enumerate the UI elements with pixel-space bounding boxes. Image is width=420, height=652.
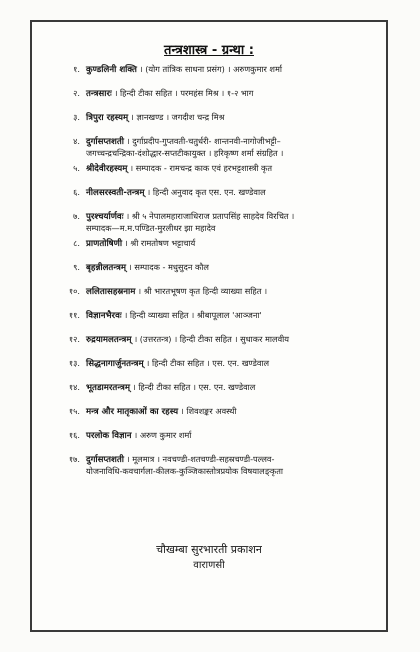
item-body <box>86 454 380 477</box>
item-title: दुर्गासप्तशती <box>86 137 124 147</box>
item-title: तन्त्रसारः <box>86 89 112 99</box>
list-item <box>46 430 380 451</box>
publisher-city: वाराणसी <box>193 560 225 571</box>
item-title: रुद्रयामलतन्त्रम् <box>86 335 132 345</box>
item-number: ६. <box>73 187 80 197</box>
item-number: ८. <box>73 238 80 248</box>
item-title: त्रिपुरा रहस्यम् <box>86 113 129 123</box>
list-item <box>46 187 380 208</box>
item-details: । (योग तांत्रिक साधना प्रसंग) । अरुणकुमार शर्मा <box>139 64 282 74</box>
item-number: २. <box>73 88 80 98</box>
page-title: तन्त्रशास्त्र - ग्रन्था : <box>164 43 254 58</box>
item-title: परलोक विज्ञान <box>86 431 132 441</box>
item-details: । हिन्दी अनुवाद कृत एस. एन. खण्डेवाल <box>147 187 266 197</box>
item-body <box>86 163 380 175</box>
item-body <box>86 64 380 76</box>
item-title: भूतडामरतन्त्रम् <box>86 383 130 393</box>
item-body <box>86 430 380 442</box>
item-title: पुरश्चर्यार्णवः <box>86 212 124 222</box>
item-title: दुर्गासप्तशती <box>86 455 124 465</box>
list-item <box>46 211 380 234</box>
list-item <box>46 238 380 259</box>
item-details: । हिन्दी व्याख्या सहित । श्रीबापूलाल 'आञ्जना' <box>124 310 262 320</box>
item-number: १५. <box>68 406 80 416</box>
item-number: ५. <box>73 163 80 173</box>
list-item <box>46 136 380 159</box>
book-list <box>46 64 380 481</box>
item-body <box>86 187 380 199</box>
item-details: । सम्पादक - मधुसुदन कौल <box>128 262 209 272</box>
item-body <box>86 112 380 124</box>
publisher-block <box>32 542 386 574</box>
item-number: ११. <box>68 310 80 320</box>
item-details: । अरुण कुमार शर्मा <box>134 430 192 440</box>
item-details: । सम्पादक - रामचन्द्र काक एवं हरभट्टशास्त्री कृत <box>130 163 273 173</box>
item-details: । श्री रामतोषण भट्टाचार्य <box>124 238 196 248</box>
item-body <box>86 88 380 100</box>
list-item <box>46 358 380 379</box>
item-details: । मूलमात्र । नवचण्डी-शतचण्डी-सहस्रचण्डी-पल्लव- <box>126 454 275 464</box>
item-body <box>86 286 380 298</box>
item-details: । श्री भारतभूषण कृत हिन्दी व्याख्या सहित । <box>138 286 268 296</box>
list-item <box>46 406 380 427</box>
list-item <box>46 286 380 307</box>
item-number: ४. <box>73 136 80 146</box>
item-details-continued: योजनाविधि-कवचार्गला-कीलक-कुञ्जिकास्तोत्रप्रयोक विषयालङ्कृता <box>86 466 284 476</box>
item-title: प्राणतोषिणी <box>86 239 123 249</box>
list-item <box>46 454 380 477</box>
list-item <box>46 262 380 283</box>
item-title: नीलसरस्वती-तन्त्रम् <box>86 188 145 198</box>
item-details-continued: जगच्चन्द्रचन्द्रिका-दंशोद्धार-सप्तटीकायुक्त । हरिकृष्ण शर्मा संग्रहित । <box>86 148 284 158</box>
item-title: ललितासहस्रनाम <box>86 287 136 297</box>
item-title: बृहन्नीलतन्त्रम् <box>86 263 126 273</box>
item-number: १४. <box>68 382 80 392</box>
item-number: १०. <box>68 286 80 296</box>
item-body <box>86 382 380 394</box>
item-title: कुण्डलिनी शक्ति <box>86 65 137 75</box>
page-border-frame <box>30 20 388 632</box>
item-details: । श्री ५ नेपालमहाराजाधिराज प्रतापसिंह साहदेव विरचित । <box>126 211 295 221</box>
item-body <box>86 136 380 159</box>
item-body <box>86 358 380 370</box>
item-details: । (उत्तरतन्त्र) । हिन्दी टीका सहित । सुधाकर मालवीय <box>134 334 290 344</box>
item-body <box>86 262 380 274</box>
item-title: विज्ञानभैरवः <box>86 311 122 321</box>
publisher-name: चौखम्बा सुरभारती प्रकाशन <box>156 543 262 556</box>
list-item <box>46 310 380 331</box>
item-body <box>86 238 380 250</box>
item-details: । शिवशङ्कर अवस्थी <box>180 406 237 416</box>
item-details: । हिन्दी टीका सहित । परमहंस मिश्र । १-२ भाग <box>114 88 254 98</box>
item-details: । हिन्दी टीका सहित । एस. एन. खण्डेवाल <box>146 358 270 368</box>
item-number: १६. <box>68 430 80 440</box>
item-details: । ज्ञानखण्ड । जगदीश चन्द्र मिश्र <box>130 112 225 122</box>
item-number: १७. <box>68 454 80 464</box>
item-body <box>86 334 380 346</box>
item-number: ९. <box>73 262 80 272</box>
list-item <box>46 382 380 403</box>
item-details: । दुर्गाप्रदीप-गुप्तवती-चतुर्धरी- शान्तनवी-नागोजीभट्टी– <box>126 136 281 146</box>
item-number: १. <box>73 64 80 74</box>
item-number: ३. <box>73 112 80 122</box>
item-body <box>86 310 380 322</box>
list-item <box>46 112 380 133</box>
item-title: मन्त्र और मातृकाओं का रहस्य <box>86 407 179 417</box>
item-details: । हिन्दी टीका सहित । एस. एन. खण्डेवाल <box>132 382 256 392</box>
item-number: १३. <box>68 358 80 368</box>
item-title: सिद्धनागार्जुनतन्त्रम् <box>86 359 144 369</box>
item-title: श्रीदेवीरहस्यम् <box>86 164 128 174</box>
item-number: ७. <box>73 211 80 221</box>
list-item <box>46 163 380 184</box>
item-body <box>86 211 380 234</box>
list-item <box>46 64 380 85</box>
list-item <box>46 334 380 355</box>
item-details-continued: सम्पादक—म.म.पण्डित-मुरलीधर झा महादेव <box>86 223 216 233</box>
item-number: १२. <box>68 334 80 344</box>
list-item <box>46 88 380 109</box>
item-body <box>86 406 380 418</box>
